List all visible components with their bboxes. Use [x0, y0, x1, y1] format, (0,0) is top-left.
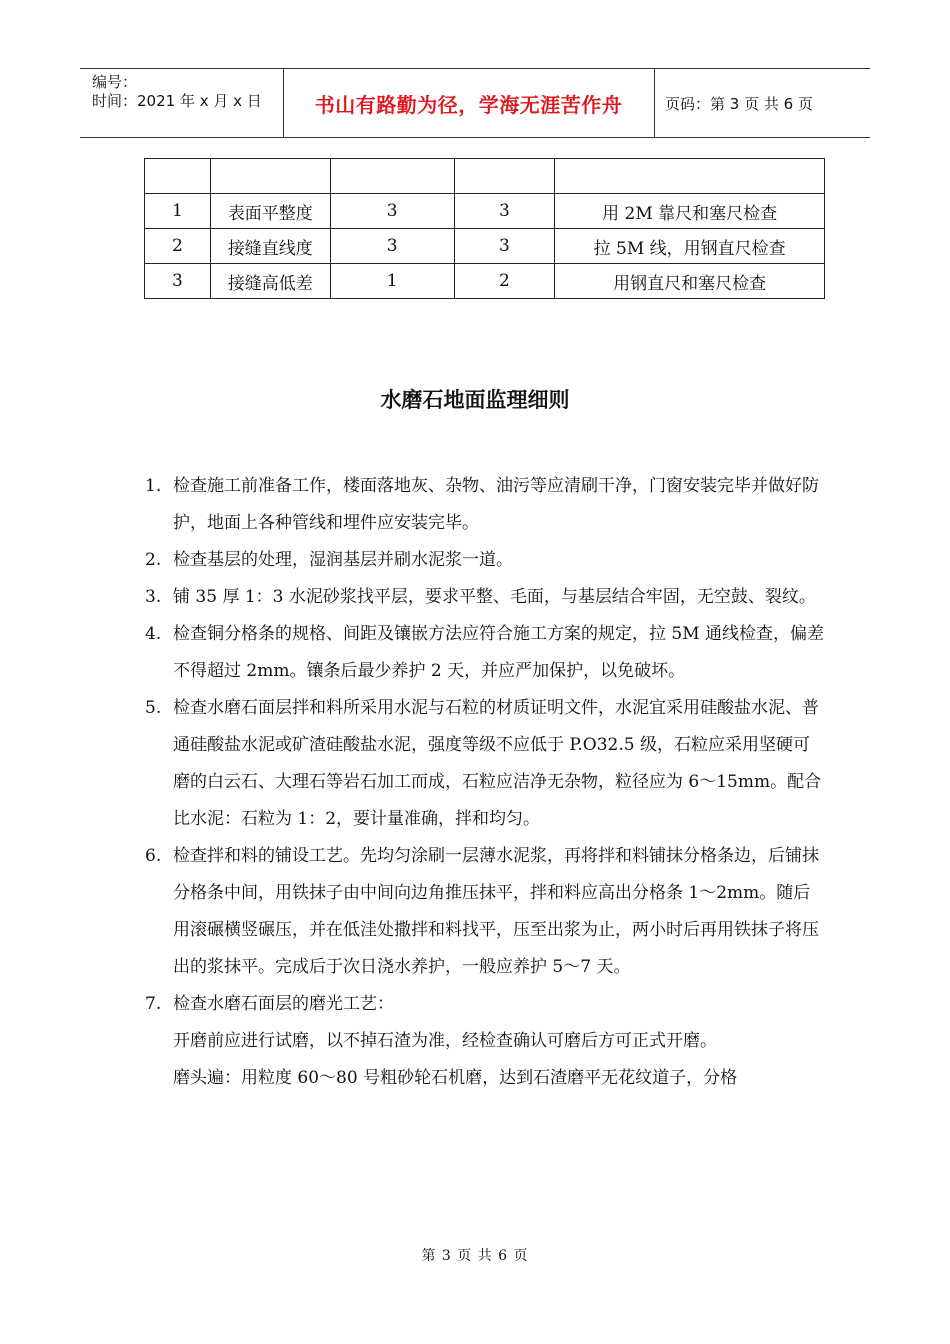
header-motto: 书山有路勤为径，学海无涯苦作舟 [314, 92, 623, 117]
table-cell: 2 [145, 229, 211, 264]
list-item [145, 616, 825, 690]
table-cell: 3 [454, 229, 555, 264]
list-item-text: 检查拌和料的铺设工艺。先均匀涂刷一层薄水泥浆，再将拌和料铺抹分格条边，后铺抹分格条中间，用铁抹子由中间向边角推压抹平，拌和料应高出分格条 1～2mm。随后用滚碾横竖碾压，并在低洼处撒拌和料找平，压至出浆为止，两小时后再用铁抹子将压出的浆抹平。完成后于次日浇水养护，一般应养护 5～7 天。 [173, 846, 819, 977]
tolerance-table-body [145, 159, 825, 299]
document-number-label: 编号： [92, 73, 138, 91]
list-item [145, 579, 825, 616]
table-cell: 接缝直线度 [210, 229, 330, 264]
list-item [145, 542, 825, 579]
table-cell: 1 [145, 194, 211, 229]
table-cell: 3 [330, 229, 454, 264]
table-cell [145, 159, 211, 194]
table-cell: 3 [145, 264, 211, 299]
table-cell: 3 [454, 194, 555, 229]
table-cell: 拉 5M 线，用钢直尺检查 [555, 229, 825, 264]
table-cell [330, 159, 454, 194]
table-row [145, 194, 825, 229]
list-item-number: 6. [145, 846, 162, 866]
list-item-number: 7. [145, 994, 162, 1014]
table-row [145, 264, 825, 299]
table-row [145, 229, 825, 264]
list-item-text: 检查施工前准备工作，楼面落地灰、杂物、油污等应清刷干净，门窗安装完毕并做好防护，地面上各种管线和埋件应安装完毕。 [173, 476, 819, 533]
table-cell [454, 159, 555, 194]
list-item-number: 5. [145, 698, 162, 718]
paragraph: 开磨前应进行试磨，以不掉石渣为准，经检查确认可磨后方可正式开磨。 [173, 1031, 717, 1051]
header-motto-cell [283, 69, 655, 137]
list-item [145, 986, 825, 1023]
page-header [80, 68, 870, 138]
list-item [145, 468, 825, 542]
table-cell: 用 2M 靠尺和塞尺检查 [555, 194, 825, 229]
table-cell: 表面平整度 [210, 194, 330, 229]
page-footer: 第 3 页 共 6 页 [421, 1248, 529, 1264]
list-item-text: 检查基层的处理，湿润基层并刷水泥浆一道。 [173, 550, 513, 570]
table-cell: 用钢直尺和塞尺检查 [555, 264, 825, 299]
tolerance-table [144, 158, 825, 299]
list-item-text: 检查水磨石面层拌和料所采用水泥与石粒的材质证明文件，水泥宜采用硅酸盐水泥、普通硅酸盐水泥或矿渣硅酸盐水泥，强度等级不应低于 P.O32.5 级，石粒应采用坚硬可磨的白云石、大理石等岩石加工而成，石粒应洁净无杂物，粒径应为 6～15mm。配合比水泥：石粒为 1：2，要计量准确，拌和均匀。 [173, 698, 822, 829]
list-item-text: 检查水磨石面层的磨光工艺： [173, 994, 394, 1014]
list-item [145, 690, 825, 838]
table-cell: 接缝高低差 [210, 264, 330, 299]
table-cell: 2 [454, 264, 555, 299]
list-item-number: 1. [145, 476, 162, 496]
header-info-cell [80, 69, 284, 137]
table-cell [555, 159, 825, 194]
inspection-items-list [145, 468, 825, 1023]
list-item-text: 检查铜分格条的规格、间距及镶嵌方法应符合施工方案的规定，拉 5M 通线检查，偏差不得超过 2mm。镶条后最少养护 2 天，并应严加保护，以免破坏。 [173, 624, 825, 681]
document-body [145, 468, 825, 1097]
table-cell: 3 [330, 194, 454, 229]
paragraph: 磨头遍：用粒度 60～80 号粗砂轮石机磨，达到石渣磨平无花纹道子，分格 [173, 1068, 738, 1088]
grinding-paragraphs [145, 1023, 825, 1097]
list-item [145, 838, 825, 986]
list-item-number: 3. [145, 587, 162, 607]
list-item-number: 2. [145, 550, 162, 570]
list-item-text: 铺 35 厚 1：3 水泥砂浆找平层，要求平整、毛面，与基层结合牢固，无空鼓、裂纹。 [173, 587, 816, 607]
list-item-number: 4. [145, 624, 162, 644]
header-page-label: 页码：第 3 页 共 6 页 [665, 94, 813, 113]
table-cell [210, 159, 330, 194]
header-page-cell [654, 69, 870, 137]
table-row [145, 159, 825, 194]
section-title: 水磨石地面监理细则 [380, 388, 570, 412]
document-date-label: 时间：2021 年 x 月 x 日 [92, 92, 262, 110]
table-cell: 1 [330, 264, 454, 299]
